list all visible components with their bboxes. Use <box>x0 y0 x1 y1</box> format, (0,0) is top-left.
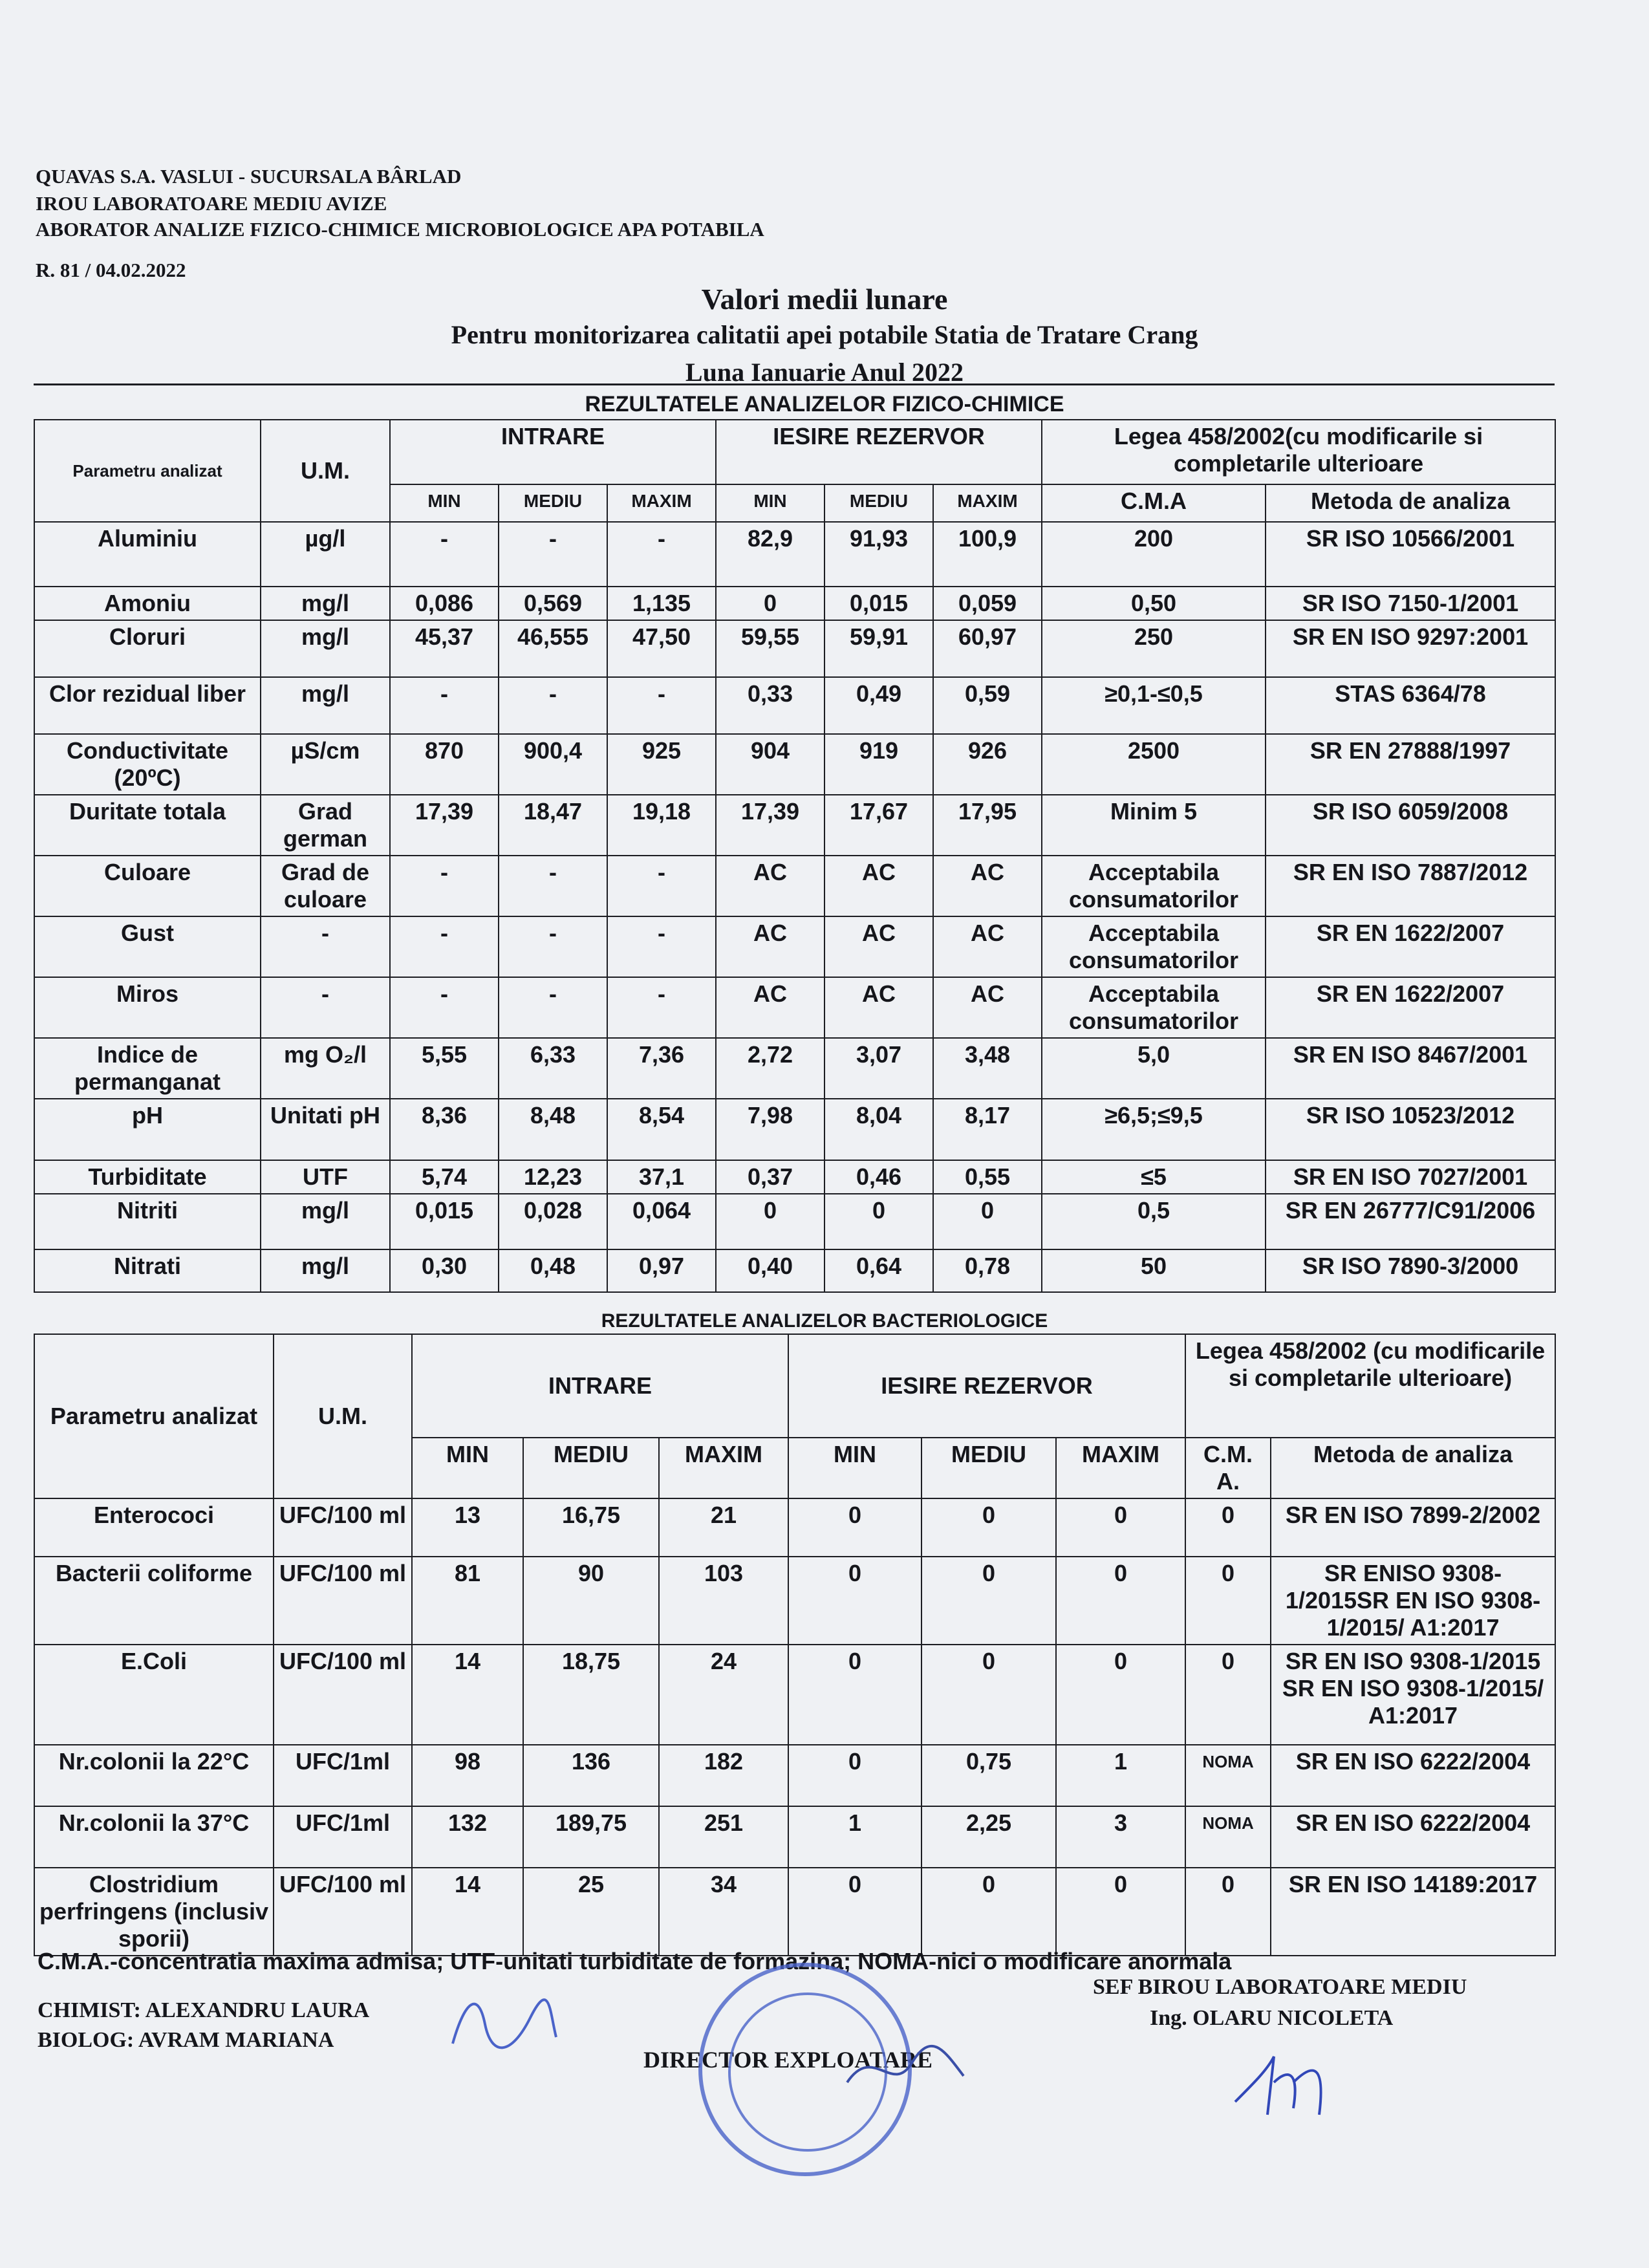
bact-cell-intrare-min: 14 <box>412 1645 523 1745</box>
fc-cell-intrare-maxim: - <box>607 856 716 916</box>
fc-cell-iesire-mediu: 0,64 <box>824 1249 933 1292</box>
chemist-signature <box>440 1985 563 2063</box>
bact-cell-intrare-maxim: 251 <box>659 1806 788 1868</box>
fc-cell-intrare-maxim: 19,18 <box>607 795 716 856</box>
fc-cell-param: Nitrati <box>34 1249 261 1292</box>
fc-cell-cma: Acceptabila consumatorilor <box>1042 916 1266 977</box>
bact-cell-um: UFC/1ml <box>274 1806 412 1868</box>
fc-cell-um: Grad de culoare <box>261 856 390 916</box>
fc-cell-intrare-mediu: 0,48 <box>499 1249 607 1292</box>
fc-cell-metoda: SR EN 26777/C91/2006 <box>1266 1194 1555 1249</box>
fc-cell-iesire-maxim: AC <box>933 856 1042 916</box>
fc-row <box>34 856 1555 916</box>
fc-cell-iesire-min: 0 <box>716 1194 824 1249</box>
bact-row <box>34 1868 1555 1956</box>
fc-cell-iesire-mediu: AC <box>824 856 933 916</box>
fc-cell-iesire-maxim: 8,17 <box>933 1099 1042 1160</box>
bact-cell-um: UFC/1ml <box>274 1745 412 1806</box>
bact-cell-intrare-mediu: 189,75 <box>523 1806 659 1868</box>
fc-cell-param: Amoniu <box>34 587 261 620</box>
fc-cell-iesire-maxim: 3,48 <box>933 1038 1042 1099</box>
bact-cell-param: E.Coli <box>34 1645 274 1745</box>
bact-cell-intrare-min: 98 <box>412 1745 523 1806</box>
director-title: DIRECTOR EXPLOATARE <box>643 2047 933 2073</box>
page-subtitle: Pentru monitorizarea calitatii apei potabile Statia de Tratare Crang <box>451 320 1198 349</box>
fc-cell-intrare-mediu: - <box>499 916 607 977</box>
fc-cell-param: Miros <box>34 977 261 1038</box>
fc-row <box>34 734 1555 795</box>
fc-cell-iesire-mediu: 0,015 <box>824 587 933 620</box>
fc-cell-metoda: SR ISO 7150-1/2001 <box>1266 587 1555 620</box>
bact-header-intrare: INTRARE <box>412 1334 788 1438</box>
fc-cell-intrare-maxim: 8,54 <box>607 1099 716 1160</box>
bact-cell-cma: 0 <box>1185 1868 1271 1956</box>
bact-cell-intrare-maxim: 182 <box>659 1745 788 1806</box>
fc-cell-iesire-min: 17,39 <box>716 795 824 856</box>
fc-cell-intrare-min: 0,015 <box>390 1194 499 1249</box>
bact-cell-intrare-maxim: 34 <box>659 1868 788 1956</box>
bact-cell-param: Enterococi <box>34 1498 274 1557</box>
fc-row <box>34 977 1555 1038</box>
fc-cell-intrare-mediu: 8,48 <box>499 1099 607 1160</box>
fc-header-um: U.M. <box>261 420 390 522</box>
fc-table <box>34 419 1556 1293</box>
fc-row <box>34 795 1555 856</box>
fc-cell-iesire-mediu: 59,91 <box>824 620 933 677</box>
bact-table <box>34 1334 1556 1956</box>
bact-cell-iesire-mediu: 0,75 <box>921 1745 1056 1806</box>
fc-cell-param: Nitriti <box>34 1194 261 1249</box>
fc-cell-iesire-min: 0,40 <box>716 1249 824 1292</box>
registration-number: R. 81 / 04.02.2022 <box>36 259 186 281</box>
fc-cell-intrare-mediu: - <box>499 677 607 734</box>
bact-cell-intrare-mediu: 18,75 <box>523 1645 659 1745</box>
fc-cell-intrare-min: - <box>390 916 499 977</box>
bact-header-min: MIN <box>788 1438 921 1498</box>
fc-cell-um: UTF <box>261 1160 390 1194</box>
bact-cell-um: UFC/100 ml <box>274 1645 412 1745</box>
fc-cell-cma: 200 <box>1042 522 1266 587</box>
fc-cell-intrare-mediu: 6,33 <box>499 1038 607 1099</box>
fc-cell-cma: 0,5 <box>1042 1194 1266 1249</box>
bact-cell-metoda: SR ENISO 9308-1/2015SR EN ISO 9308-1/2015/ A1:2017 <box>1271 1557 1555 1645</box>
fc-cell-um: µg/l <box>261 522 390 587</box>
fc-cell-iesire-maxim: 0,059 <box>933 587 1042 620</box>
fc-cell-intrare-min: 870 <box>390 734 499 795</box>
bact-section-title: REZULTATELE ANALIZELOR BACTERIOLOGICE <box>601 1310 1048 1332</box>
fc-cell-metoda: SR EN ISO 7027/2001 <box>1266 1160 1555 1194</box>
fc-cell-metoda: SR EN 1622/2007 <box>1266 916 1555 977</box>
bact-cell-iesire-maxim: 0 <box>1056 1645 1185 1745</box>
fc-row <box>34 620 1555 677</box>
fc-cell-intrare-mediu: - <box>499 522 607 587</box>
fc-cell-param: pH <box>34 1099 261 1160</box>
fc-cell-intrare-min: - <box>390 977 499 1038</box>
fc-cell-param: Culoare <box>34 856 261 916</box>
org-line-1: QUAVAS S.A. VASLUI - SUCURSALA BÂRLAD <box>36 165 462 188</box>
bact-row <box>34 1745 1555 1806</box>
bact-cell-iesire-maxim: 3 <box>1056 1806 1185 1868</box>
fc-row <box>34 587 1555 620</box>
fc-row <box>34 522 1555 587</box>
fc-cell-intrare-maxim: 0,064 <box>607 1194 716 1249</box>
fc-cell-intrare-mediu: 900,4 <box>499 734 607 795</box>
fc-cell-um: µS/cm <box>261 734 390 795</box>
fc-cell-intrare-min: 45,37 <box>390 620 499 677</box>
fc-header-maxim: MAXIM <box>607 484 716 522</box>
fc-cell-intrare-maxim: 1,135 <box>607 587 716 620</box>
fc-cell-param: Aluminiu <box>34 522 261 587</box>
fc-cell-iesire-maxim: AC <box>933 916 1042 977</box>
bact-header-mediu: MEDIU <box>921 1438 1056 1498</box>
bact-cell-iesire-mediu: 0 <box>921 1557 1056 1645</box>
bact-cell-iesire-mediu: 0 <box>921 1645 1056 1745</box>
fc-cell-um: Unitati pH <box>261 1099 390 1160</box>
fc-cell-iesire-min: AC <box>716 856 824 916</box>
bact-cell-intrare-maxim: 103 <box>659 1557 788 1645</box>
bact-cell-iesire-mediu: 0 <box>921 1868 1056 1956</box>
fc-cell-intrare-min: - <box>390 522 499 587</box>
fc-cell-iesire-maxim: 60,97 <box>933 620 1042 677</box>
bact-cell-intrare-mediu: 136 <box>523 1745 659 1806</box>
fc-cell-um: mg O₂/l <box>261 1038 390 1099</box>
fc-cell-metoda: SR EN ISO 9297:2001 <box>1266 620 1555 677</box>
bact-cell-metoda: SR EN ISO 9308-1/2015 SR EN ISO 9308-1/2015/ A1:2017 <box>1271 1645 1555 1745</box>
fc-cell-intrare-min: 5,74 <box>390 1160 499 1194</box>
fc-cell-iesire-mediu: 0,49 <box>824 677 933 734</box>
fc-cell-metoda: SR ISO 10566/2001 <box>1266 522 1555 587</box>
fc-cell-cma: ≥0,1-≤0,5 <box>1042 677 1266 734</box>
bact-cell-iesire-min: 0 <box>788 1745 921 1806</box>
fc-cell-intrare-maxim: - <box>607 522 716 587</box>
fc-cell-um: mg/l <box>261 1194 390 1249</box>
bact-cell-metoda: SR EN ISO 14189:2017 <box>1271 1868 1555 1956</box>
fc-header-min: MIN <box>390 484 499 522</box>
bact-row <box>34 1645 1555 1745</box>
fc-cell-intrare-min: 0,30 <box>390 1249 499 1292</box>
fc-cell-iesire-mediu: 91,93 <box>824 522 933 587</box>
fc-cell-intrare-min: - <box>390 856 499 916</box>
fc-cell-metoda: SR ISO 7890-3/2000 <box>1266 1249 1555 1292</box>
fc-cell-intrare-min: 0,086 <box>390 587 499 620</box>
chemist-signatory: CHIMIST: ALEXANDRU LAURA <box>38 1998 370 2022</box>
bact-cell-iesire-min: 0 <box>788 1645 921 1745</box>
fc-cell-intrare-maxim: - <box>607 916 716 977</box>
fc-cell-iesire-maxim: 0,78 <box>933 1249 1042 1292</box>
bact-cell-intrare-maxim: 21 <box>659 1498 788 1557</box>
fc-row <box>34 1099 1555 1160</box>
fc-cell-metoda: SR EN 27888/1997 <box>1266 734 1555 795</box>
fc-header-mediu: MEDIU <box>824 484 933 522</box>
fc-cell-intrare-min: 8,36 <box>390 1099 499 1160</box>
fc-cell-cma: 5,0 <box>1042 1038 1266 1099</box>
bact-header-param: Parametru analizat <box>34 1334 274 1498</box>
fc-cell-iesire-min: 59,55 <box>716 620 824 677</box>
fc-cell-intrare-maxim: - <box>607 977 716 1038</box>
bact-header-metoda: Metoda de analiza <box>1271 1438 1555 1498</box>
head-of-lab-name: Ing. OLARU NICOLETA <box>1150 2006 1394 2030</box>
fc-cell-iesire-maxim: 0,55 <box>933 1160 1042 1194</box>
fc-cell-cma: 50 <box>1042 1249 1266 1292</box>
bact-cell-intrare-min: 132 <box>412 1806 523 1868</box>
fc-header-mediu: MEDIU <box>499 484 607 522</box>
fc-cell-cma: Minim 5 <box>1042 795 1266 856</box>
fc-cell-intrare-min: 5,55 <box>390 1038 499 1099</box>
fc-row <box>34 916 1555 977</box>
fc-cell-iesire-maxim: 926 <box>933 734 1042 795</box>
bact-header-min: MIN <box>412 1438 523 1498</box>
bact-row <box>34 1806 1555 1868</box>
fc-cell-intrare-maxim: 925 <box>607 734 716 795</box>
fc-cell-iesire-min: AC <box>716 977 824 1038</box>
bact-cell-cma: NOMA <box>1185 1806 1271 1868</box>
page-title: Valori medii lunare <box>701 283 948 316</box>
fc-cell-intrare-mediu: - <box>499 977 607 1038</box>
fc-cell-metoda: SR ISO 10523/2012 <box>1266 1099 1555 1160</box>
fc-row <box>34 1194 1555 1249</box>
fc-cell-iesire-mediu: 3,07 <box>824 1038 933 1099</box>
bact-cell-metoda: SR EN ISO 7899-2/2002 <box>1271 1498 1555 1557</box>
fc-cell-iesire-maxim: AC <box>933 977 1042 1038</box>
bact-cell-cma: 0 <box>1185 1557 1271 1645</box>
bact-cell-metoda: SR EN ISO 6222/2004 <box>1271 1806 1555 1868</box>
fc-cell-iesire-mediu: 0,46 <box>824 1160 933 1194</box>
bact-cell-param: Nr.colonii la 22°C <box>34 1745 274 1806</box>
fc-cell-intrare-maxim: - <box>607 677 716 734</box>
fc-cell-param: Conductivitate (20ºC) <box>34 734 261 795</box>
fc-cell-param: Turbiditate <box>34 1160 261 1194</box>
fc-cell-metoda: STAS 6364/78 <box>1266 677 1555 734</box>
fc-cell-param: Gust <box>34 916 261 977</box>
fc-row <box>34 1249 1555 1292</box>
bact-cell-iesire-maxim: 0 <box>1056 1868 1185 1956</box>
bact-cell-intrare-maxim: 24 <box>659 1645 788 1745</box>
bact-cell-iesire-maxim: 0 <box>1056 1557 1185 1645</box>
bact-cell-iesire-maxim: 0 <box>1056 1498 1185 1557</box>
bact-cell-iesire-maxim: 1 <box>1056 1745 1185 1806</box>
fc-cell-iesire-mediu: AC <box>824 977 933 1038</box>
fc-cell-iesire-maxim: 0,59 <box>933 677 1042 734</box>
bact-header-maxim: MAXIM <box>659 1438 788 1498</box>
fc-cell-iesire-min: 2,72 <box>716 1038 824 1099</box>
head-of-lab-title: SEF BIROU LABORATOARE MEDIU <box>1093 1975 1467 1999</box>
abbreviation-legend: C.M.A.-concentratia maxima admisa; UTF-unitati turbiditate de formazina; NOMA-nici o modificare anormala <box>38 1948 1232 1974</box>
fc-header-metoda: Metoda de analiza <box>1266 484 1555 522</box>
org-line-2: IROU LABORATOARE MEDIU AVIZE <box>36 192 387 215</box>
fc-cell-intrare-maxim: 47,50 <box>607 620 716 677</box>
fc-header-intrare: INTRARE <box>390 420 716 484</box>
org-line-3: ABORATOR ANALIZE FIZICO-CHIMICE MICROBIOLOGICE APA POTABILA <box>36 218 764 241</box>
fc-cell-iesire-maxim: 0 <box>933 1194 1042 1249</box>
fc-cell-iesire-maxim: 17,95 <box>933 795 1042 856</box>
fc-header-param: Parametru analizat <box>34 420 261 522</box>
fc-row <box>34 1160 1555 1194</box>
fc-cell-um: Grad german <box>261 795 390 856</box>
fc-row <box>34 1038 1555 1099</box>
bact-cell-iesire-min: 1 <box>788 1806 921 1868</box>
bact-cell-iesire-min: 0 <box>788 1557 921 1645</box>
bact-header-cma: C.M. A. <box>1185 1438 1271 1498</box>
fc-cell-cma: 0,50 <box>1042 587 1266 620</box>
fc-cell-param: Duritate totala <box>34 795 261 856</box>
period: Luna Ianuarie Anul 2022 <box>685 358 964 387</box>
fc-cell-iesire-mediu: 8,04 <box>824 1099 933 1160</box>
bact-cell-param: Clostridium perfringens (inclusiv sporii) <box>34 1868 274 1956</box>
fc-cell-iesire-min: 0,33 <box>716 677 824 734</box>
bact-cell-um: UFC/100 ml <box>274 1498 412 1557</box>
fc-cell-um: mg/l <box>261 677 390 734</box>
bact-header-maxim: MAXIM <box>1056 1438 1185 1498</box>
head-of-lab-signature <box>1229 2044 1339 2128</box>
bact-cell-cma: 0 <box>1185 1498 1271 1557</box>
fc-cell-metoda: SR EN 1622/2007 <box>1266 977 1555 1038</box>
fc-cell-iesire-mediu: 17,67 <box>824 795 933 856</box>
fc-header-min: MIN <box>716 484 824 522</box>
fc-cell-iesire-mediu: 0 <box>824 1194 933 1249</box>
bact-cell-intrare-mediu: 90 <box>523 1557 659 1645</box>
fc-cell-intrare-maxim: 37,1 <box>607 1160 716 1194</box>
fc-header-cma: C.M.A <box>1042 484 1266 522</box>
fc-section-title: REZULTATELE ANALIZELOR FIZICO-CHIMICE <box>585 392 1064 416</box>
bact-row <box>34 1498 1555 1557</box>
fc-cell-intrare-min: 17,39 <box>390 795 499 856</box>
director-signature <box>841 2037 970 2102</box>
bact-cell-iesire-min: 0 <box>788 1868 921 1956</box>
fc-cell-cma: Acceptabila consumatorilor <box>1042 856 1266 916</box>
fc-cell-intrare-maxim: 0,97 <box>607 1249 716 1292</box>
fc-cell-intrare-mediu: 18,47 <box>499 795 607 856</box>
bact-cell-metoda: SR EN ISO 6222/2004 <box>1271 1745 1555 1806</box>
fc-cell-cma: ≥6,5;≤9,5 <box>1042 1099 1266 1160</box>
fc-cell-metoda: SR EN ISO 7887/2012 <box>1266 856 1555 916</box>
bact-cell-intrare-mediu: 25 <box>523 1868 659 1956</box>
fc-header-maxim: MAXIM <box>933 484 1042 522</box>
fc-cell-intrare-min: - <box>390 677 499 734</box>
bact-row <box>34 1557 1555 1645</box>
bact-cell-param: Bacterii coliforme <box>34 1557 274 1645</box>
fc-cell-iesire-min: AC <box>716 916 824 977</box>
biologist-signatory: BIOLOG: AVRAM MARIANA <box>38 2028 334 2052</box>
bact-cell-iesire-mediu: 0 <box>921 1498 1056 1557</box>
fc-cell-intrare-mediu: 46,555 <box>499 620 607 677</box>
bact-cell-intrare-min: 13 <box>412 1498 523 1557</box>
fc-cell-um: mg/l <box>261 620 390 677</box>
fc-cell-iesire-min: 82,9 <box>716 522 824 587</box>
bact-header-lege: Legea 458/2002 (cu modificarile si completarile ulterioare) <box>1185 1334 1555 1438</box>
fc-cell-um: - <box>261 977 390 1038</box>
fc-cell-cma: ≤5 <box>1042 1160 1266 1194</box>
fc-cell-iesire-mediu: AC <box>824 916 933 977</box>
bact-header-mediu: MEDIU <box>523 1438 659 1498</box>
fc-cell-intrare-mediu: 0,028 <box>499 1194 607 1249</box>
fc-cell-cma: 250 <box>1042 620 1266 677</box>
bact-header-iesire: IESIRE REZERVOR <box>788 1334 1185 1438</box>
fc-cell-iesire-min: 7,98 <box>716 1099 824 1160</box>
bact-cell-cma: NOMA <box>1185 1745 1271 1806</box>
fc-cell-um: mg/l <box>261 587 390 620</box>
fc-cell-intrare-maxim: 7,36 <box>607 1038 716 1099</box>
bact-cell-intrare-min: 14 <box>412 1868 523 1956</box>
bact-cell-cma: 0 <box>1185 1645 1271 1745</box>
bact-cell-iesire-min: 0 <box>788 1498 921 1557</box>
fc-cell-um: mg/l <box>261 1249 390 1292</box>
bact-cell-intrare-min: 81 <box>412 1557 523 1645</box>
fc-cell-cma: 2500 <box>1042 734 1266 795</box>
bact-cell-um: UFC/100 ml <box>274 1557 412 1645</box>
fc-cell-cma: Acceptabila consumatorilor <box>1042 977 1266 1038</box>
bact-header-um: U.M. <box>274 1334 412 1498</box>
fc-cell-iesire-min: 0,37 <box>716 1160 824 1194</box>
bact-cell-iesire-mediu: 2,25 <box>921 1806 1056 1868</box>
fc-cell-intrare-mediu: - <box>499 856 607 916</box>
bact-cell-intrare-mediu: 16,75 <box>523 1498 659 1557</box>
bact-table-body <box>34 1498 1555 1956</box>
divider <box>34 383 1555 385</box>
fc-table-body <box>34 522 1555 1292</box>
fc-header-iesire: IESIRE REZERVOR <box>716 420 1042 484</box>
fc-cell-iesire-maxim: 100,9 <box>933 522 1042 587</box>
fc-cell-intrare-mediu: 0,569 <box>499 587 607 620</box>
fc-cell-param: Cloruri <box>34 620 261 677</box>
fc-cell-metoda: SR EN ISO 8467/2001 <box>1266 1038 1555 1099</box>
fc-cell-param: Indice de permanganat <box>34 1038 261 1099</box>
fc-cell-iesire-min: 904 <box>716 734 824 795</box>
fc-cell-iesire-min: 0 <box>716 587 824 620</box>
bact-cell-param: Nr.colonii la 37°C <box>34 1806 274 1868</box>
fc-header-lege: Legea 458/2002(cu modificarile si completarile ulterioare <box>1042 420 1555 484</box>
fc-cell-param: Clor rezidual liber <box>34 677 261 734</box>
fc-cell-metoda: SR ISO 6059/2008 <box>1266 795 1555 856</box>
fc-row <box>34 677 1555 734</box>
fc-cell-iesire-mediu: 919 <box>824 734 933 795</box>
fc-cell-um: - <box>261 916 390 977</box>
fc-cell-intrare-mediu: 12,23 <box>499 1160 607 1194</box>
bact-cell-um: UFC/100 ml <box>274 1868 412 1956</box>
